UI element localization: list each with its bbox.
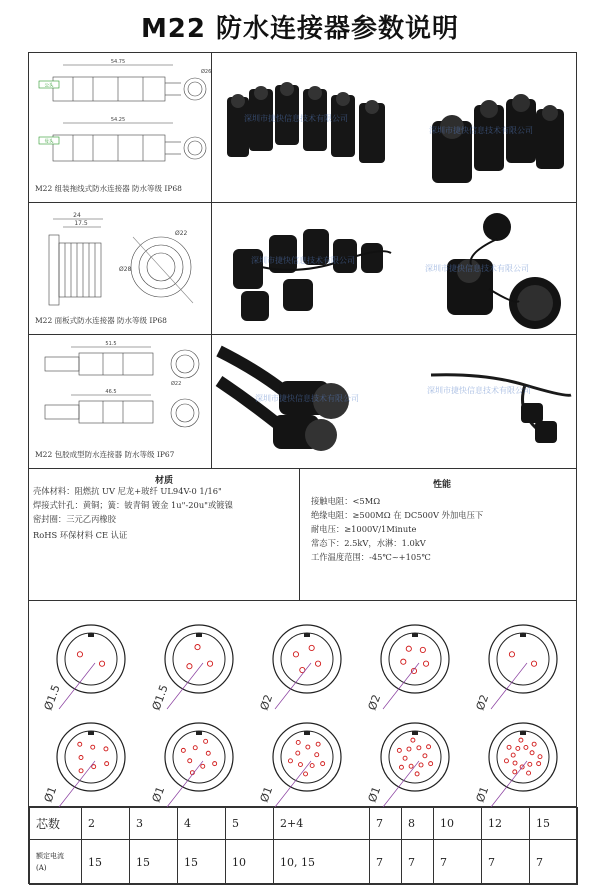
watermark-1: 深圳市捷快信息技术有限公司 [244,114,348,123]
pin-hole [298,763,302,767]
diameter-leader [275,761,311,807]
pin-hole [304,772,308,776]
current-cell: 15 [82,840,130,885]
pin-hole [104,747,108,751]
pin-hole [537,762,541,766]
current-header-line2: (A) [36,864,47,873]
dim-phi-28: Ø28 [119,266,132,273]
photo-drag-connectors-set [219,67,399,187]
male-tag: 公头 [44,83,54,89]
pin-hole [519,738,523,742]
diameter-leader [59,761,95,807]
dim-length-1: 54.75 [110,59,126,65]
connector-inner-ring [281,633,333,685]
pin-hole [429,762,433,766]
row-overmolded-connector [29,335,576,469]
pin-hole [513,770,517,774]
cores-cell: 15 [530,808,578,840]
page-title: M22 防水连接器参数说明 [140,14,460,44]
pin-hole [315,753,319,757]
material-line-4: RoHS 环保材料 CE 认证 [33,530,128,540]
pin-diameter-label: Ø2 [365,692,384,713]
performance-line-2: 绝缘电阻：≥500MΩ 在 DC500V 外加电压下 [311,510,484,520]
pin-diameter-label: Ø2 [257,692,276,713]
pin-hole [204,739,208,743]
pin-hole [105,762,109,766]
cores-cell: 5 [226,808,274,840]
connector-key [304,633,310,637]
pin-hole [507,745,511,749]
diameter-leader [491,761,527,807]
pin-hole [397,748,401,752]
pin-diameter-label: Ø1 [257,784,276,805]
female-tag: 母头 [44,139,54,145]
connector-key [196,633,202,637]
current-cell: 7 [402,840,434,885]
pin-hole [315,661,320,666]
pin-diameter-label: Ø2 [473,692,492,713]
cores-cell: 7 [370,808,402,840]
diameter-leader [491,663,527,709]
pin-hole [309,645,314,650]
pin-hole [516,746,520,750]
material-line-2: 焊接式针孔：黄铜；簧：铍青铜 镀金 1u"-20u"或镀镍 [33,500,233,510]
pin-hole [417,746,421,750]
diameter-leader [167,761,203,807]
connector-key [88,633,94,637]
pin-hole [511,753,515,757]
connector-inner-ring [497,731,549,783]
current-cell: 7 [434,840,482,885]
material-line-1: 壳体材料：阻燃抗 UV 尼龙+玻纤 UL94V-0 1/16" [33,486,222,496]
diameter-leader [383,761,419,807]
pin-hole [427,745,431,749]
spec-sheet-frame [28,52,577,884]
pin-hole [513,761,517,765]
cores-header: 芯数 [30,808,82,840]
pin-hole [195,644,200,649]
pin-hole [423,661,428,666]
pin-hole [407,747,411,751]
connector-key [412,633,418,637]
pin-diameter-label: Ø1.5 [149,683,171,713]
pin-hole [296,751,300,755]
performance-line-5: 工作温度范围：-45℃~+105℃ [311,552,431,562]
row-drag-line-connector [29,53,576,203]
pin-hole [528,762,532,766]
cores-cell: 8 [402,808,434,840]
photo-panel-caps-set [221,213,406,328]
pin-hole [509,652,514,657]
dim-length-2: 54.25 [110,117,126,123]
table-row-cores [30,808,578,840]
pin-hole [201,764,205,768]
pin-hole [411,738,415,742]
connector-inner-ring [173,731,225,783]
row-spec-table [29,807,576,885]
cores-cell: 2+4 [274,808,370,840]
pin-hole [188,759,192,763]
performance-line-4: 常态下：2.5kV，水淋：1.0kV [311,538,426,548]
connector-inner-ring [65,633,117,685]
pin-hole [423,754,427,758]
pin-hole [415,772,419,776]
caption-drag-line: M22 组装拖线式防水连接器 防水等级 IP68 [35,184,182,193]
pin-layout-diagrams [29,601,578,807]
photo-overmolded-cable [425,355,573,455]
row-pin-diagrams [29,601,576,807]
material-title: 材质 [155,476,174,486]
pin-hole [91,745,95,749]
performance-title: 性能 [433,480,452,490]
pin-hole [181,748,185,752]
cores-cell: 3 [130,808,178,840]
pin-hole [401,659,406,664]
connector-inner-ring [389,731,441,783]
pin-hole [79,755,83,759]
pin-diameter-label: Ø1 [149,784,168,805]
dim-24: 24 [73,212,81,219]
pin-hole [538,755,542,759]
pin-hole [527,771,531,775]
current-header-line1: 额定电流 [36,852,64,861]
pin-hole [399,765,403,769]
pin-hole [288,759,292,763]
diameter-leader [275,663,311,709]
current-cell: 7 [482,840,530,885]
watermark-6: 深圳市捷快信息技术有限公司 [427,386,531,395]
connector-inner-ring [497,633,549,685]
row-material-performance [29,469,576,601]
connector-key [412,731,418,735]
pin-diameter-label: Ø1.5 [41,683,63,713]
pin-hole [403,756,407,760]
pin-hole [99,661,104,666]
diameter-leader [59,663,95,709]
watermark-3: 深圳市捷快信息技术有限公司 [251,256,355,265]
pin-hole [78,742,82,746]
pin-diameter-label: Ø1 [41,784,60,805]
pin-hole [321,762,325,766]
pin-hole [92,765,96,769]
pin-hole [524,745,528,749]
row-panel-connector [29,203,576,335]
spec-table [29,807,578,885]
current-cell: 10, 15 [274,840,370,885]
connector-key [304,731,310,735]
overmolded-drawing [33,339,209,449]
caption-panel: M22 面板式防水连接器 防水等级 IP68 [35,316,167,325]
dim-diameter: Ø26 [201,69,212,75]
diameter-leader [383,663,419,709]
pin-hole [316,742,320,746]
pin-hole [504,759,508,763]
material-line-3: 密封圈：三元乙丙橡胶 [33,514,116,524]
pin-hole [310,764,314,768]
dim-51-5: 51.5 [105,341,117,347]
watermark-5: 深圳市捷快信息技术有限公司 [255,394,359,403]
photo-drag-connectors-pair [424,81,569,191]
pin-hole [206,751,210,755]
connector-key [520,731,526,735]
pin-hole [409,764,413,768]
current-cell: 10 [226,840,274,885]
cores-cell: 12 [482,808,530,840]
pin-hole [193,746,197,750]
pin-hole [420,647,425,652]
pin-hole [530,751,534,755]
pin-hole [531,661,536,666]
cores-cell: 2 [82,808,130,840]
pin-diameter-label: Ø1 [365,784,384,805]
current-cell: 15 [130,840,178,885]
pin-hole [306,745,310,749]
connector-key [196,731,202,735]
dim-17-5: 17.5 [74,220,88,227]
diameter-leader [167,663,203,709]
current-cell: 7 [530,840,578,885]
panel-mount-drawing [33,207,209,317]
drag-line-drawing [33,57,212,182]
pin-hole [187,664,192,669]
cores-cell: 4 [178,808,226,840]
watermark-4: 深圳市捷快信息技术有限公司 [425,264,529,273]
pin-hole [207,661,212,666]
pin-hole [77,652,82,657]
current-cell: 7 [370,840,402,885]
dim-phi-22b: Ø22 [171,381,182,387]
connector-key [520,633,526,637]
pin-hole [79,769,83,773]
pin-hole [213,762,217,766]
dim-phi-22: Ø22 [175,230,188,237]
connector-key [88,731,94,735]
caption-overmolded: M22 包胶成型防水连接器 防水等级 IP67 [35,450,175,459]
current-header [30,840,82,885]
performance-line-1: 接触电阻：<5MΩ [311,496,381,506]
pin-hole [296,740,300,744]
connector-inner-ring [65,731,117,783]
pin-hole [532,742,536,746]
current-cell: 15 [178,840,226,885]
pin-diameter-label: Ø1 [473,784,492,805]
pin-hole [406,646,411,651]
pin-hole [293,652,298,657]
dim-46-5: 46.5 [105,389,117,395]
connector-inner-ring [173,633,225,685]
watermark-2: 深圳市捷快信息技术有限公司 [429,126,533,135]
table-row-current [30,840,578,885]
connector-inner-ring [389,633,441,685]
performance-line-3: 耐电压：≥1000V/1Minute [311,524,417,534]
cores-cell: 10 [434,808,482,840]
pin-hole [419,763,423,767]
